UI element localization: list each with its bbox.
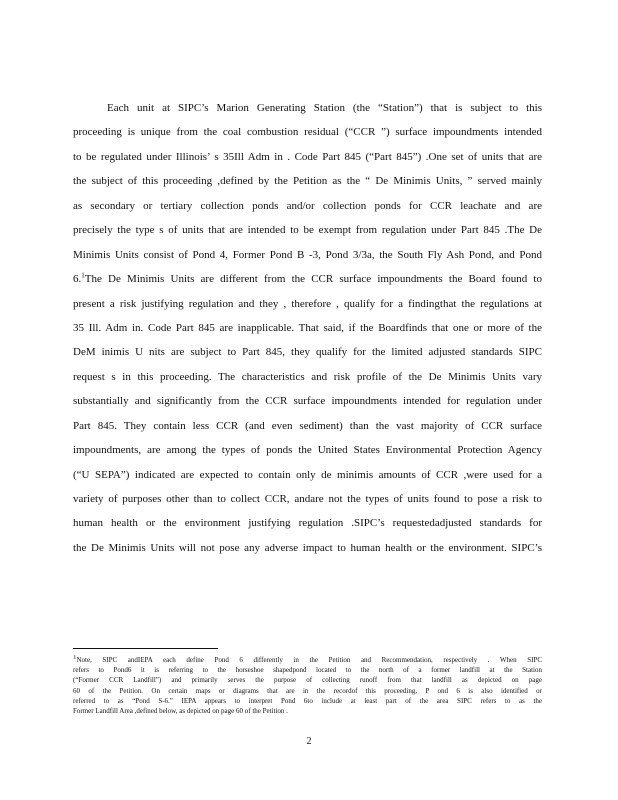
body-line: proceeding is unique from the coal combustion residual (“CCR ”) surface impoundments intended [73, 126, 542, 139]
body-line: precisely the type s of units that are intended to be exempt from regulation under Part 845 .The De [73, 224, 542, 237]
footnote-line: referred to as “Pond S-6.” IEPA appears to interpret Pond 6to include at least part of the area SIPC refers to as the [73, 696, 542, 705]
body-line: Minimis Units consist of Pond 4, Former Pond B -3, Pond 3/3a, the South Fly Ash Pond, and Pond [73, 248, 542, 261]
footnote-marker: 1 [73, 655, 77, 661]
footnote-line: (“Former CCR Landfill”) and primarily serves the purpose of collecting runoff from that landfill as depicted on page [73, 676, 542, 685]
pond-number-text: 6. [73, 273, 82, 286]
body-paragraph [73, 98, 542, 562]
body-line: present a risk justifying regulation and they , therefore , qualify for a findingthat the regulations at [73, 297, 542, 310]
body-line: (“U SEPA”) indicated are expected to contain only de minimis amounts of CCR ,were used for a [73, 468, 542, 481]
body-line: impoundments, are among the types of ponds the United States Environmental Protection Agency [73, 444, 542, 457]
body-line: variety of purposes other than to collect CCR, andare not the types of units found to pose a risk to [73, 493, 542, 505]
body-line: Each unit at SIPC’s Marion Generating Station (the “Station”) that is subject to this [107, 102, 542, 114]
body-line: human health or the environment justifying regulation .SIPC’s requestedadjusted standards for [73, 517, 542, 530]
footnote-line: refers to Pond6 it is referring to the horseshoe shapedpond located to the north of a former landfill at the Station [73, 666, 542, 675]
footnote-line: Former Landfill Area ,defined below, as depicted on page 60 of the Petition . [73, 706, 288, 715]
body-line-with-footnote-ref [73, 269, 542, 293]
body-line: Part 845. They contain less CCR (and even sediment) than the vast majority of CCR surface [73, 419, 542, 432]
body-line: substantially and significantly from the CCR surface impoundments intended for regulation under [73, 395, 542, 408]
body-line: the De Minimis Units will not pose any adverse impact to human health or the environment. SIPC’s [73, 541, 542, 554]
footnote-line: 60 of the Petition. On certain maps or diagrams that are in the recordof this proceeding, P ond 6 is also identified or [73, 686, 542, 695]
footnote-divider [73, 648, 218, 649]
body-line: 35 Ill. Adm in. Code Part 845 are inapplicable. That said, if the Boardfinds that one or more of the [73, 321, 542, 334]
body-line-rest: The De Minimis Units are different from the CCR surface impoundments the Board found to [84, 273, 542, 286]
body-line: request s in this proceeding. The characteristics and risk profile of the De Minimis Units vary [73, 370, 542, 383]
footnote [73, 655, 542, 716]
body-line: to be regulated under Illinois’ s 35Ill Adm in . Code Part 845 (“Part 845”) .One set of units that are [73, 150, 542, 163]
footnote-line-text: Note, SIPC andIEPA each define Pond 6 differently in the Petition and Recommendation, respectively . When SIPC [76, 656, 542, 664]
page-number: 2 [306, 736, 312, 747]
footnote-line [73, 655, 542, 665]
footnote-reference[interactable]: 1 [81, 271, 85, 280]
body-line: the subject of this proceeding ,defined by the Petition as the “ De Minimis Units, ” served mainly [73, 175, 542, 188]
body-line: DeM inimis U nits are subject to Part 845, they qualify for the limited adjusted standards SIPC [73, 346, 542, 359]
body-line: as secondary or tertiary collection ponds and/or collection ponds for CCR leachate and are [73, 199, 542, 212]
